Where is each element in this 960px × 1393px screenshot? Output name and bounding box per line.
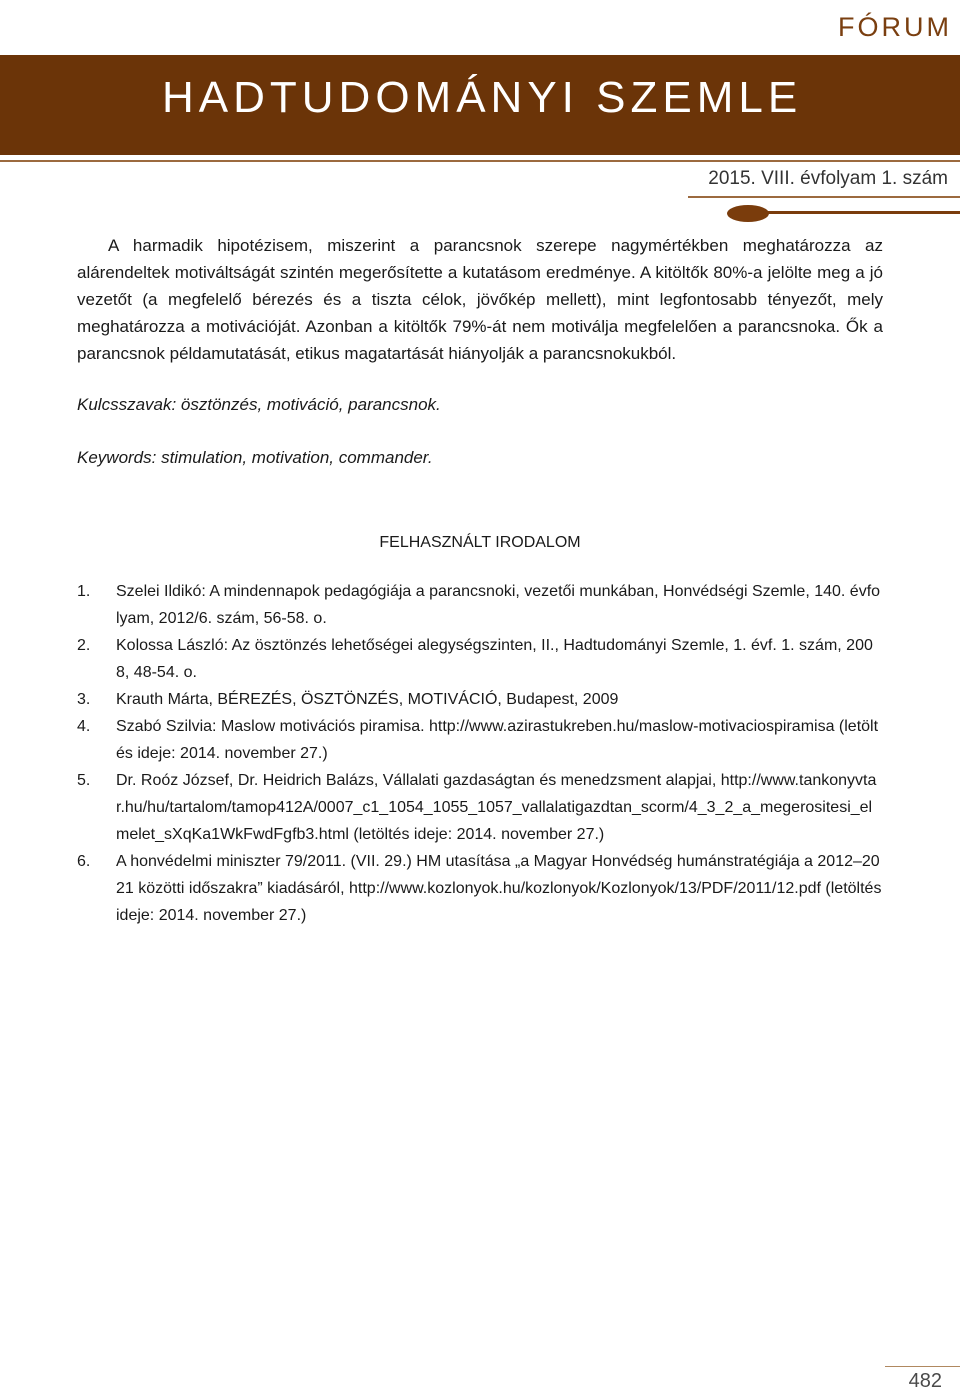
abstract-paragraph: A harmadik hipotézisem, miszerint a parancsnok szerepe nagymértékben meghatározza az alárendeltek motiváltságát szintén megerősítette a kutatásom eredménye. A kitöltők 80%-a jelölte meg a jó vezetőt (a megfelelő bérezés és a tiszta célok, jövőkép mellett), mint legfontosabb tényezőt, mely meghatározza a motivációját. Azonban a kitöltők 79%-át nem motiválja megfelelően a parancsnoka. Ők a parancsnok példamutatását, etikus magatartását hiányolják a parancsnokukból.: [77, 236, 883, 363]
issue-divider: [688, 196, 960, 198]
journal-title: HADTUDOMÁNYI SZEMLE: [162, 73, 803, 122]
page-number-divider: [885, 1366, 960, 1367]
reference-text: Szabó Szilvia: Maslow motivációs piramisa. http://www.azirastukreben.hu/maslow-motivaciospiramisa (letöltés ideje: 2014. november 27.): [116, 718, 879, 762]
reference-item: [77, 632, 883, 686]
section-label: FÓRUM: [838, 12, 952, 42]
masthead-banner: [0, 55, 960, 155]
references-heading: FELHASZNÁLT IRODALOM: [379, 534, 581, 551]
reference-item: [77, 686, 883, 713]
reference-number: 6.: [77, 853, 91, 870]
issue-info: 2015. VIII. évfolyam 1. szám: [708, 168, 948, 189]
reference-number: 1.: [77, 583, 91, 600]
masthead-divider: [0, 160, 960, 162]
reference-item: [77, 713, 883, 767]
reference-number: 4.: [77, 718, 91, 735]
keywords-english: Keywords: stimulation, motivation, commander.: [77, 448, 433, 467]
reference-list: [77, 578, 883, 929]
page-number: 482: [908, 1370, 942, 1392]
decorative-line: [760, 211, 960, 214]
reference-item: [77, 578, 883, 632]
reference-item: [77, 767, 883, 848]
reference-number: 3.: [77, 691, 91, 708]
reference-number: 5.: [77, 772, 91, 789]
reference-number: 2.: [77, 637, 91, 654]
article-body: [77, 232, 883, 929]
reference-text: Dr. Roóz József, Dr. Heidrich Balázs, Vállalati gazdaságtan és menedzsment alapjai, http://www.tankonyvtar.hu/hu/tartalom/tamop412A/0007_c1_1054_1055_1057_vallalatigazdtan_scorm/4_3_2_a_megerositesi_elmelet_sXqKa1WkFwdFgfb3.html (letöltés ideje: 2014. november 27.): [116, 772, 877, 843]
reference-text: Krauth Márta, BÉREZÉS, ÖSZTÖNZÉS, MOTIVÁCIÓ, Budapest, 2009: [116, 691, 619, 708]
reference-item: [77, 848, 883, 929]
reference-text: Kolossa László: Az ösztönzés lehetőségei alegységszinten, II., Hadtudományi Szemle, 1. évf. 1. szám, 2008, 48-54. o.: [116, 637, 873, 681]
reference-text: Szelei Ildikó: A mindennapok pedagógiája a parancsnoki, vezetői munkában, Honvédségi Szemle, 140. évfolyam, 2012/6. szám, 56-58. o.: [116, 583, 881, 627]
keywords-hungarian: Kulcsszavak: ösztönzés, motiváció, parancsnok.: [77, 395, 441, 414]
reference-text: A honvédelmi miniszter 79/2011. (VII. 29.) HM utasítása „a Magyar Honvédség humánstratégiája a 2012–2021 közötti időszakra” kiadásáról, http://www.kozlonyok.hu/kozlonyok/Kozlonyok/13/PDF/2011/12.pdf (letöltés ideje: 2014. november 27.): [116, 853, 882, 924]
